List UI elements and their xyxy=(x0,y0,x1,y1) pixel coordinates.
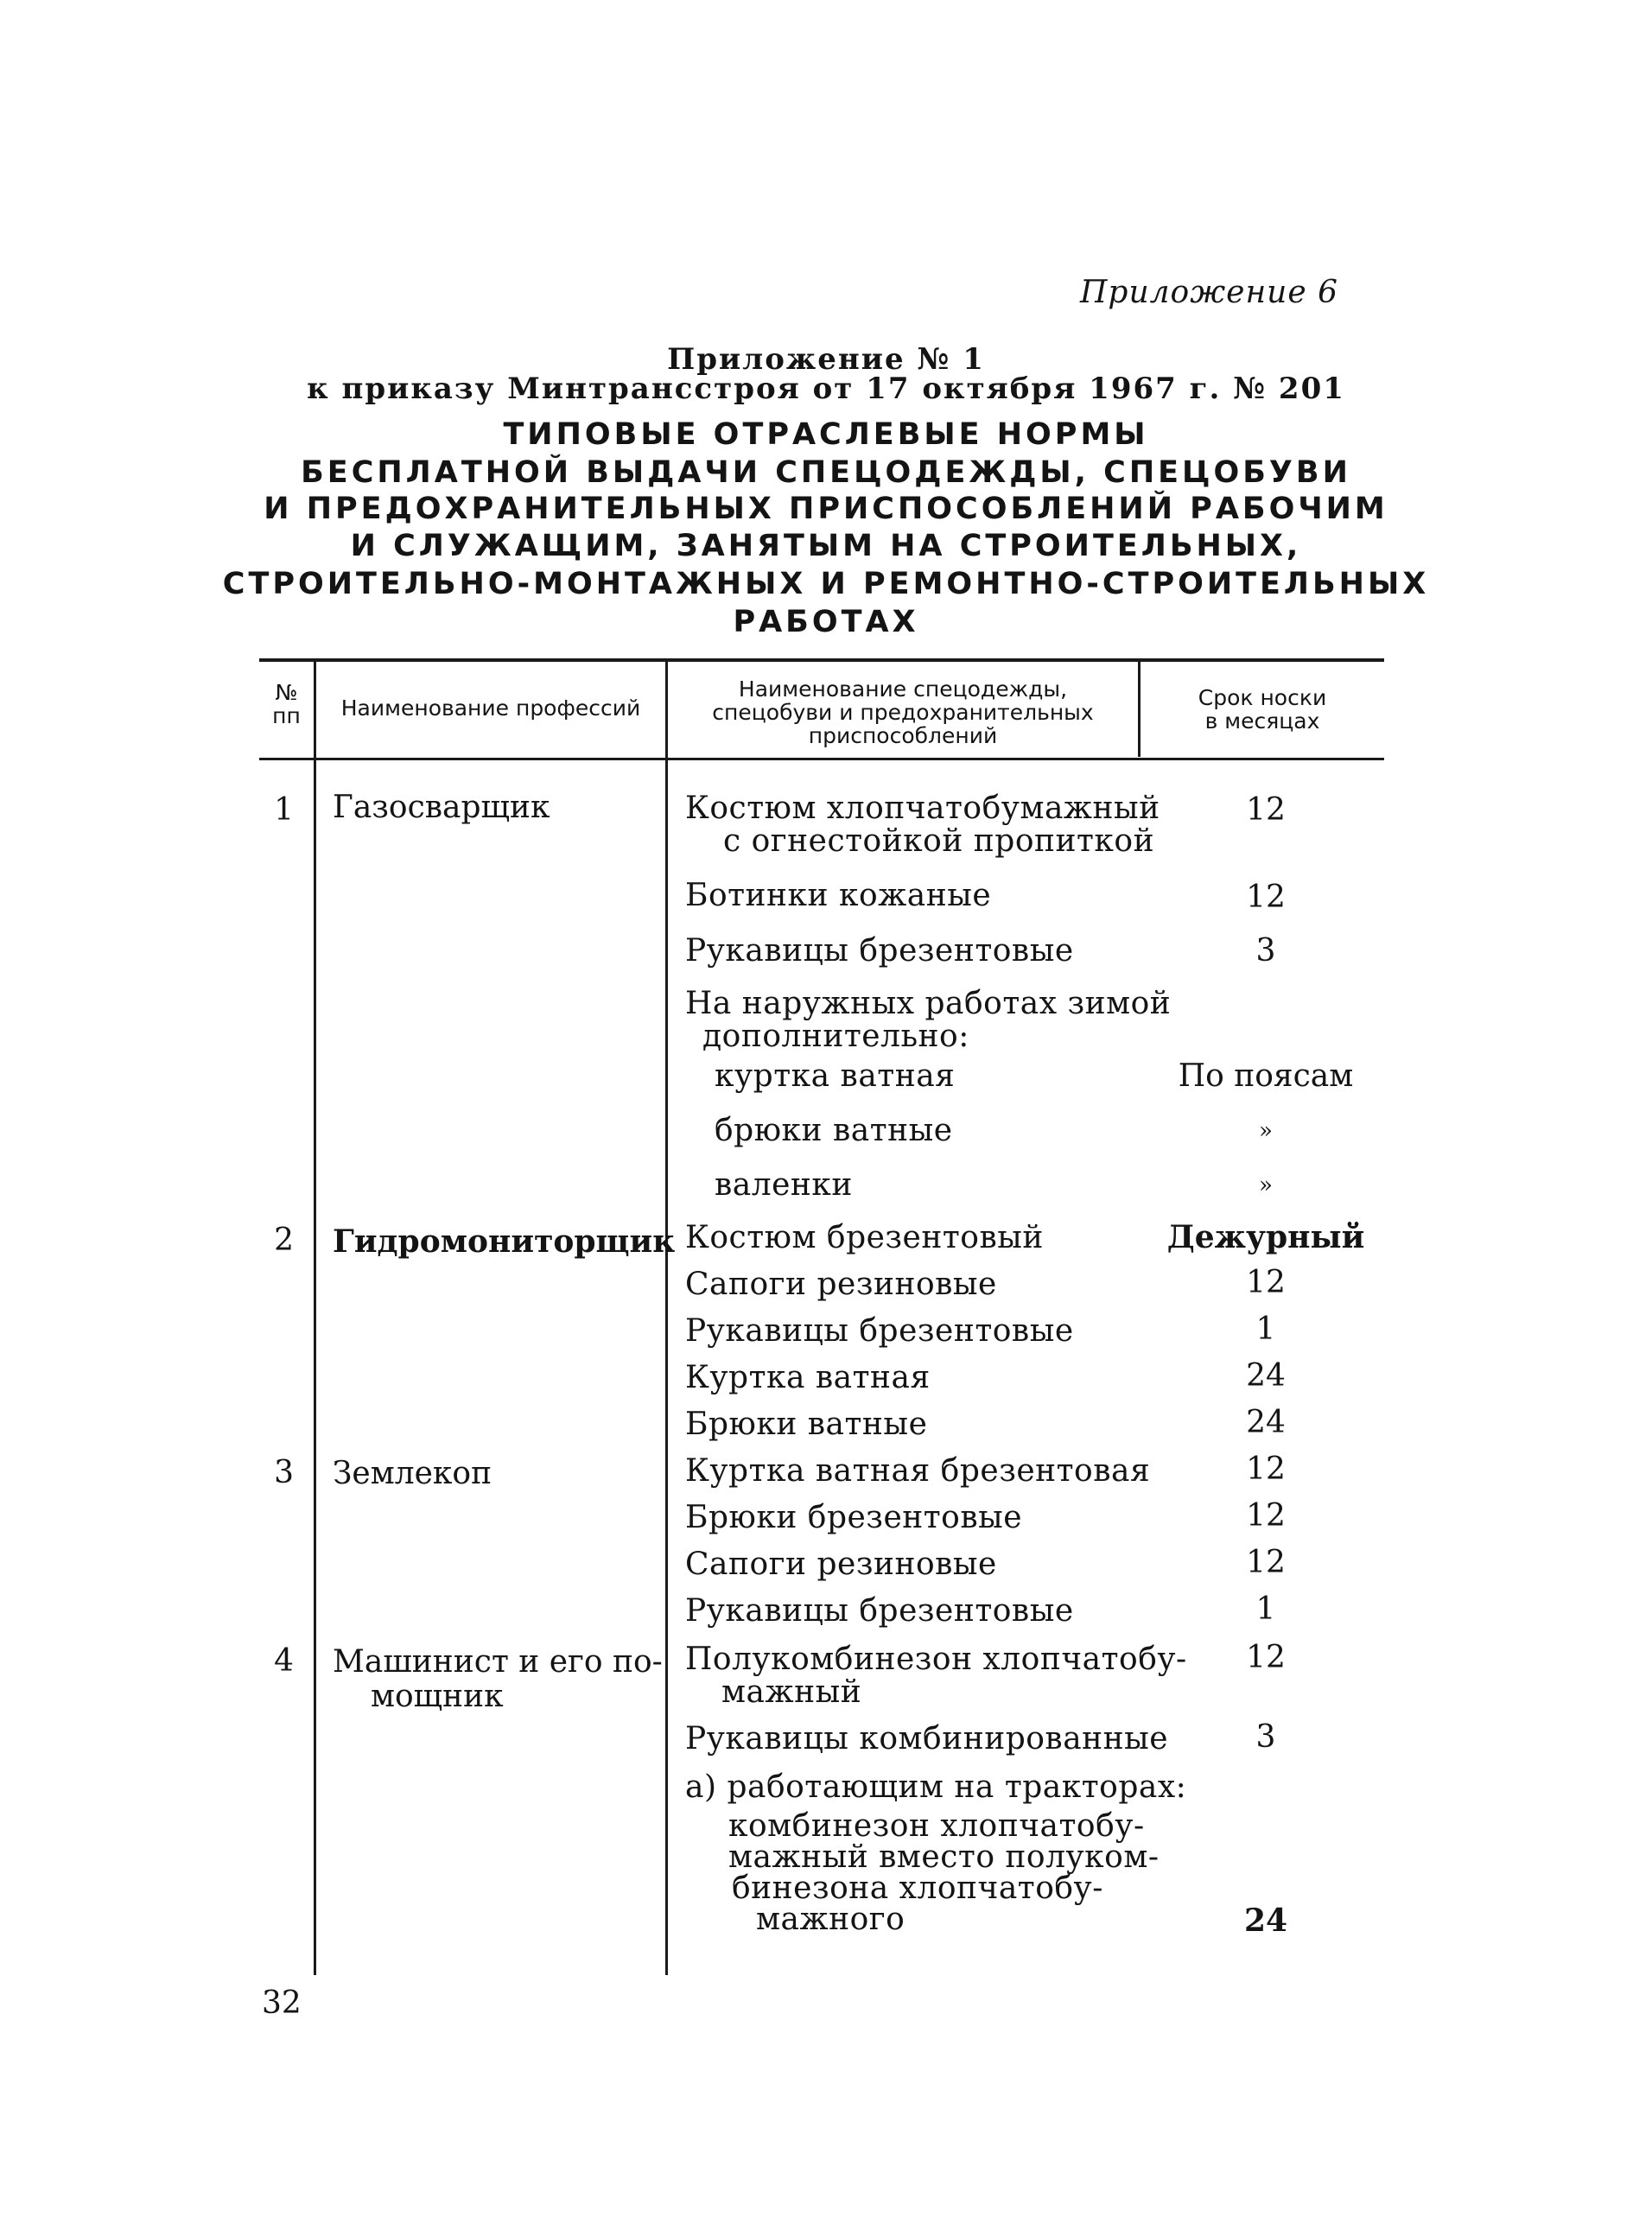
item-term: » xyxy=(1259,1118,1273,1144)
item-name: Рукавицы комбинированные xyxy=(685,1721,1169,1756)
item-name: Брюки брезентовые xyxy=(685,1500,1023,1535)
table-top-rule xyxy=(259,658,1384,662)
item-term: 12 xyxy=(1246,1265,1286,1300)
item-term: 12 xyxy=(1246,1640,1286,1675)
row-number: 4 xyxy=(274,1643,294,1679)
item-name: Рукавицы брезентовые xyxy=(685,1593,1074,1629)
item-name: а) работающим на тракторах: xyxy=(685,1769,1187,1805)
item-term: 12 xyxy=(1246,1498,1286,1534)
item-name: Рукавицы брезентовые xyxy=(685,1313,1074,1349)
item-name: Ботинки кожаные xyxy=(685,878,992,913)
item-name: Брюки ватные xyxy=(685,1407,928,1442)
item-term: 3 xyxy=(1255,1719,1276,1755)
item-term: 24 xyxy=(1243,1903,1288,1939)
item-term: 24 xyxy=(1246,1405,1286,1440)
item-term: 1 xyxy=(1255,1591,1276,1627)
item-name: Куртка ватная брезентовая xyxy=(685,1453,1151,1489)
column-divider xyxy=(665,662,668,1975)
item-name: Сапоги резиновые xyxy=(685,1267,997,1302)
title-line: РАБОТАХ xyxy=(733,605,919,639)
order-appendix-heading: Приложение № 1 xyxy=(667,342,985,377)
item-name: Костюм хлопчатобумажный с огнестойкой пропиткой xyxy=(685,791,1160,859)
order-reference: к приказу Минтрансстроя от 17 октября 1967 г. № 201 xyxy=(307,372,1345,406)
header-profession: Наименование профессий xyxy=(340,696,641,721)
item-name: Костюм брезентовый xyxy=(685,1220,1044,1255)
item-name: Рукавицы брезентовые xyxy=(685,933,1074,969)
item-term: 12 xyxy=(1246,880,1286,915)
item-name: Сапоги резиновые xyxy=(685,1547,997,1582)
item-name: валенки xyxy=(715,1167,853,1203)
profession-name: Газосварщик xyxy=(333,790,550,825)
item-term: 1 xyxy=(1255,1312,1276,1347)
item-name: Полукомбинезон хлопчатобу- мажный xyxy=(685,1642,1187,1710)
item-name: куртка ватная xyxy=(715,1058,956,1094)
column-divider xyxy=(314,662,316,1975)
item-term: По поясам xyxy=(1178,1058,1354,1094)
item-term: Дежурный xyxy=(1166,1219,1365,1255)
row-number: 3 xyxy=(274,1455,294,1490)
header-items: Наименование спецодежды, спецобуви и предохранительных приспособлений xyxy=(712,677,1094,748)
header-term: Срок носки в месяцах xyxy=(1198,685,1327,734)
item-term: 12 xyxy=(1246,1451,1286,1487)
item-term: 24 xyxy=(1246,1358,1286,1394)
title-line: И ПРЕДОХРАНИТЕЛЬНЫХ ПРИСПОСОБЛЕНИЙ РАБОЧИМ xyxy=(264,492,1388,526)
header-bottom-rule xyxy=(259,758,1384,760)
profession-name: Машинист и его по- мощник xyxy=(333,1644,663,1714)
item-name: Куртка ватная xyxy=(685,1360,931,1395)
item-name: комбинезон хлопчатобу- мажный вместо полуком- бинезона хлопчатобу- мажного xyxy=(728,1808,1160,1937)
appendix-label: Приложение 6 xyxy=(1080,275,1338,310)
item-term: 12 xyxy=(1246,1545,1286,1580)
title-line: БЕСПЛАТНОЙ ВЫДАЧИ СПЕЦОДЕЖДЫ, СПЕЦОБУВИ xyxy=(301,455,1351,490)
row-number: 1 xyxy=(274,792,294,828)
title-line: И СЛУЖАЩИМ, ЗАНЯТЫМ НА СТРОИТЕЛЬНЫХ, xyxy=(350,529,1302,563)
page-number: 32 xyxy=(262,1985,302,2021)
header-num: № пп xyxy=(272,680,301,728)
item-term: 12 xyxy=(1246,792,1286,828)
profession-name: Землекоп xyxy=(333,1456,492,1491)
item-name: брюки ватные xyxy=(715,1113,953,1148)
profession-name: Гидромониторщик xyxy=(333,1223,676,1260)
item-term: 3 xyxy=(1255,933,1276,969)
title-line: СТРОИТЕЛЬНО-МОНТАЖНЫХ И РЕМОНТНО-СТРОИТЕЛЬНЫХ xyxy=(222,567,1430,601)
title-line: ТИПОВЫЕ ОТРАСЛЕВЫЕ НОРМЫ xyxy=(503,417,1149,452)
item-name: На наружных работах зимой дополнительно: xyxy=(685,986,1172,1054)
item-term: » xyxy=(1259,1172,1273,1198)
row-number: 2 xyxy=(274,1223,294,1258)
